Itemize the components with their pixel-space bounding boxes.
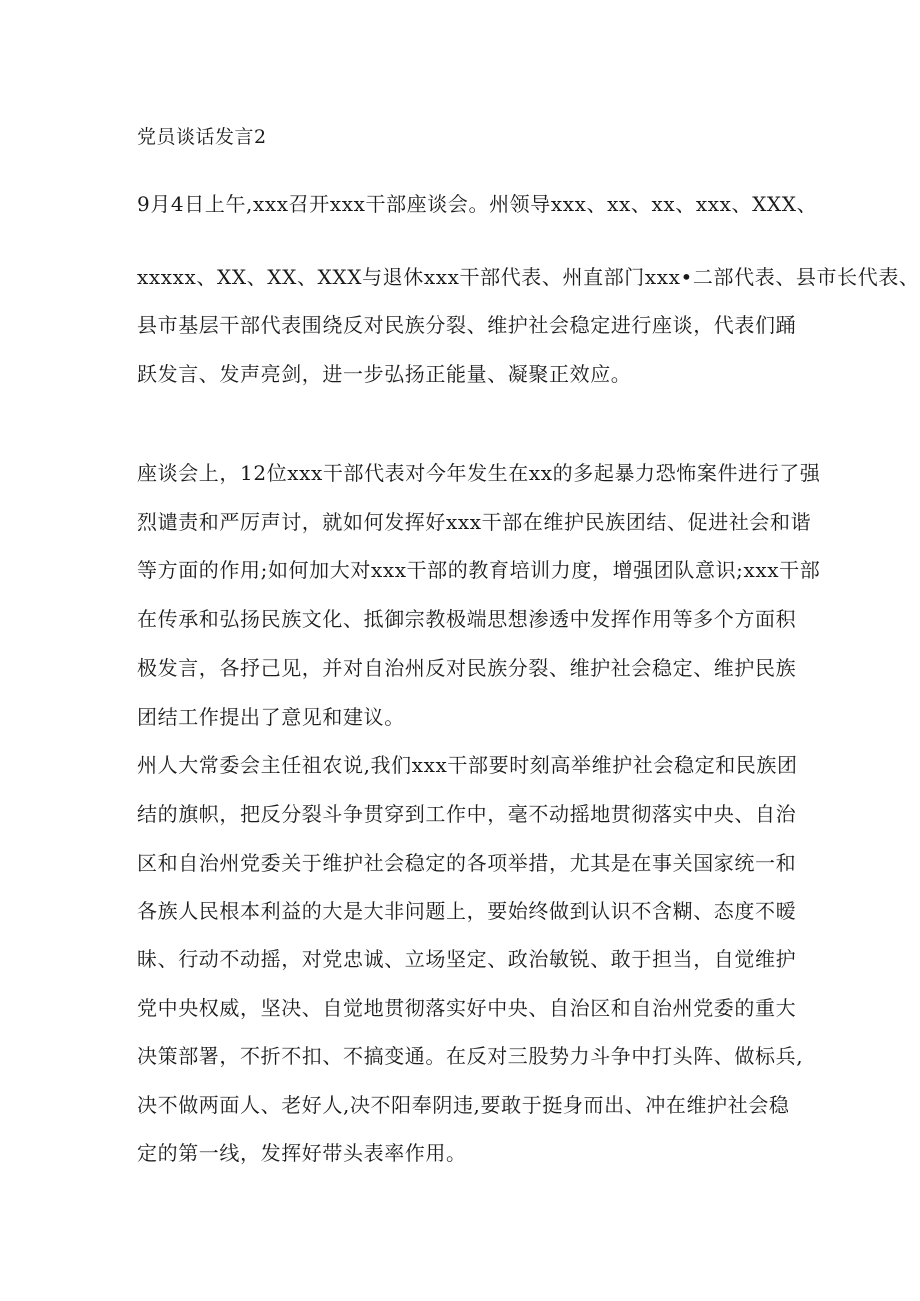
paragraph-line: 区和自治州党委关于维护社会稳定的各项举措，尤其是在事关国家统一和 bbox=[137, 851, 797, 875]
paragraph-line: 9月4日上午,xxx召开xxx干部座谈会。州领导xxx、xx、xx、xxx、XXX、 bbox=[137, 192, 818, 216]
paragraph-line: 党中央权威，坚决、自觉地贯彻落实好中央、自治区和自治州党委的重大 bbox=[137, 996, 797, 1020]
paragraph-line: 跃发言、发声亮剑，进一步弘扬正能量、凝聚正效应。 bbox=[137, 362, 632, 386]
paragraph-line: 团结工作提出了意见和建议。 bbox=[137, 705, 405, 729]
paragraph-line: 极发言，各抒己见，并对自治州反对民族分裂、维护社会稳定、维护民族 bbox=[137, 656, 797, 680]
paragraph-line: 昧、行动不动摇，对党忠诚、立场坚定、政治敏锐、敢于担当，自觉维护 bbox=[137, 947, 797, 971]
paragraph-line: 决策部署，不折不扣、不搞变通。在反对三股势力斗争中打头阵、做标兵, bbox=[137, 1044, 804, 1068]
paragraph-line: 各族人民根本利益的大是大非问题上，要始终做到认识不含糊、态度不暧 bbox=[137, 899, 797, 923]
paragraph-line: 定的第一线，发挥好带头表率作用。 bbox=[137, 1141, 467, 1165]
paragraph-line: xxxxx、XX、XX、XXX与退休xxx干部代表、州直部门xxx•二部代表、县市长代表、 bbox=[137, 265, 920, 289]
paragraph-line: 州人大常委会主任祖农说,我们xxx干部要时刻高举维护社会稳定和民族团 bbox=[137, 753, 798, 777]
paragraph-line: 县市基层干部代表围绕反对民族分裂、维护社会稳定进行座谈，代表们踊 bbox=[137, 313, 797, 337]
document-title: 党员谈话发言2 bbox=[137, 126, 267, 148]
paragraph-line: 决不做两面人、老好人,决不阳奉阴违,要敢于挺身而出、冲在维护社会稳 bbox=[137, 1093, 790, 1117]
paragraph-line: 座谈会上，12位xxx干部代表对今年发生在xx的多起暴力恐怖案件进行了强 bbox=[137, 461, 821, 485]
paragraph-line: 在传承和弘扬民族文化、抵御宗教极端思想渗透中发挥作用等多个方面积 bbox=[137, 607, 797, 631]
paragraph-line: 等方面的作用;如何加大对xxx干部的教育培训力度，增强团队意识;xxx干部 bbox=[137, 558, 821, 582]
paragraph-line: 烈谴责和严厉声讨，就如何发挥好xxx干部在维护民族团结、促进社会和谐 bbox=[137, 510, 812, 534]
paragraph-line: 结的旗帜，把反分裂斗争贯穿到工作中，毫不动摇地贯彻落实中央、自治 bbox=[137, 802, 797, 826]
